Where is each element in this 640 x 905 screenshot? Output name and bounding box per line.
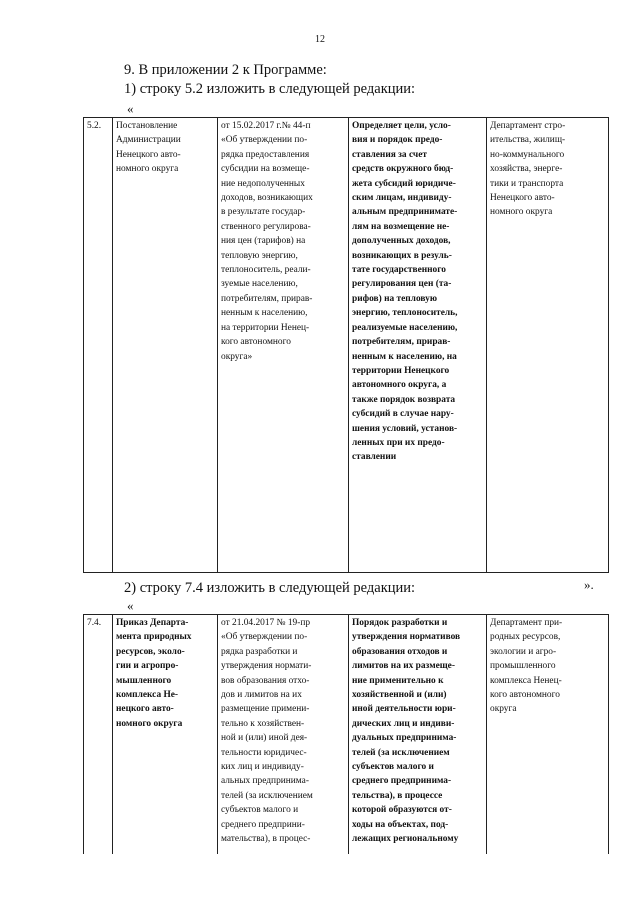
cell-text-line: родных ресурсов,	[490, 632, 561, 643]
cell-text-line: ленных при их предо-	[352, 437, 445, 448]
cell-text-line: также порядок возврата	[352, 394, 456, 405]
cell-text-line: дуальных предпринима-	[352, 733, 457, 744]
cell-text-line: энергию, теплоноситель,	[352, 308, 458, 319]
cell-text-line: Постановление	[116, 121, 178, 131]
cell-text-line: от 21.04.2017 № 19-пр	[221, 618, 311, 628]
cell-text-line: лежащих региональному	[352, 834, 459, 845]
cell-text-line: ственного регулирова-	[221, 221, 311, 232]
requisites-cell	[218, 118, 349, 573]
cell-text-line: лям на возмещение не-	[352, 221, 450, 232]
instruction-1: 1) строку 5.2 изложить в следующей редакции:	[124, 81, 416, 97]
cell-text-line: ходы на объектах, под-	[352, 819, 449, 830]
purpose-cell	[349, 118, 487, 573]
cell-text-line: Ненецкого авто-	[490, 193, 555, 204]
cell-text-line: телей (за исключением	[352, 747, 450, 758]
purpose-cell	[349, 615, 487, 855]
cell-text-line: альным предпринимате-	[352, 207, 458, 218]
row-number-cell: 7.4.	[84, 615, 113, 855]
cell-text-line: округа	[490, 704, 517, 715]
cell-text-line: дических лиц и индиви-	[352, 718, 455, 729]
cell-text-line: субъектов малого и	[352, 762, 434, 773]
cell-text-line: рифов) на тепловую	[352, 293, 437, 304]
cell-text-line: ставления за счет	[352, 149, 427, 160]
department-cell	[487, 118, 609, 573]
cell-text-line: ским лицам, индивиду-	[352, 193, 452, 204]
cell-text-line: теплоноситель, реали-	[221, 265, 311, 276]
cell-text-line: возникающих в резуль-	[352, 250, 452, 261]
cell-text-line: Департамент при-	[490, 618, 563, 628]
cell-text-line: Приказ Департа-	[116, 618, 189, 628]
cell-text-line: тате государственного	[352, 265, 446, 276]
cell-text-line: иной деятельности юри-	[352, 704, 456, 715]
cell-text-line: потребителям, прирав-	[221, 293, 313, 304]
table-row	[84, 615, 609, 855]
cell-text-line: комплекса Не-	[116, 690, 179, 701]
cell-text-line: размещение примени-	[221, 704, 310, 715]
table-row	[84, 118, 609, 573]
cell-text-line: регулирования цен (та-	[352, 279, 452, 290]
cell-text-line: зуемые населению,	[221, 279, 298, 290]
cell-text-line: но-коммунального	[490, 149, 565, 160]
cell-text-line: автономного округа, а	[352, 380, 447, 391]
cell-text-line: ких лиц и индивиду-	[221, 762, 304, 773]
cell-text-line: вов образования отхо-	[221, 675, 310, 686]
cell-text-line: дов и лимитов на их	[221, 690, 302, 701]
cell-text-line: промышленного	[490, 661, 556, 672]
cell-text-line: мательства), в процес-	[221, 834, 311, 845]
document-type-cell	[113, 118, 218, 573]
cell-text-line: ной и (или) иной дея-	[221, 733, 308, 744]
cell-text-line: субсидий в случае нару-	[352, 409, 454, 420]
cell-text-line: телей (за исключением	[221, 790, 313, 801]
cell-text-line: тепловую энергию,	[221, 250, 298, 261]
cell-text-line: мышленного	[116, 675, 172, 686]
amendment-table-7-4	[83, 614, 609, 854]
cell-text-line: среднего предприни-	[221, 819, 305, 830]
cell-text-line: комплекса Ненец-	[490, 675, 562, 686]
cell-text-line: гии и агропро-	[116, 661, 179, 672]
cell-text-line: округа»	[221, 351, 253, 362]
cell-text-line: хозяйства, энерге-	[490, 164, 563, 175]
cell-text-line: среднего предпринима-	[352, 776, 452, 787]
cell-text-line: на территории Ненец-	[221, 322, 310, 333]
cell-text-line: мента природных	[116, 632, 192, 643]
cell-text-line: «Об утверждении по-	[221, 135, 308, 146]
cell-text-line: хозяйственной и (или)	[352, 690, 447, 701]
cell-text-line: образования отходов и	[352, 646, 448, 657]
cell-text-line: жета субсидий юридиче-	[352, 178, 456, 189]
cell-text-line: ния цен (тарифов) на	[221, 236, 306, 247]
cell-text-line: субъектов малого и	[221, 805, 299, 816]
close-quote-1: ».	[584, 577, 594, 592]
row-number-cell: 5.2.	[84, 118, 113, 573]
department-cell	[487, 615, 609, 855]
cell-text-line: утверждения нормативов	[352, 632, 461, 643]
cell-text-line: тельства), в процессе	[352, 790, 443, 801]
cell-text-line: кого автономного	[221, 337, 291, 348]
cell-text-line: ительства, жилищ-	[490, 135, 566, 146]
cell-text-line: номного округа	[116, 718, 183, 729]
requisites-cell	[218, 615, 349, 855]
cell-text-line: Департамент стро-	[490, 121, 566, 131]
cell-text-line: ресурсов, эколо-	[116, 646, 185, 657]
cell-text-line: номного округа	[490, 207, 553, 218]
cell-text-line: шения условий, установ-	[352, 423, 458, 434]
cell-text-line: альных предпринима-	[221, 776, 309, 787]
cell-text-line: ние недополученных	[221, 178, 305, 189]
cell-text-line: вия и порядок предо-	[352, 135, 443, 146]
cell-text-line: ставлении	[352, 452, 397, 463]
cell-text-line: экологии и агро-	[490, 646, 557, 657]
cell-text-line: лимитов на их размеще-	[352, 661, 455, 672]
open-quote-1: «	[127, 101, 134, 116]
cell-text-line: номного округа	[116, 164, 179, 175]
cell-text-line: субсидии на возмеще-	[221, 164, 310, 175]
instruction-2: 2) строку 7.4 изложить в следующей редакции:	[124, 580, 416, 596]
cell-text-line: тики и транспорта	[490, 178, 564, 189]
cell-text-line: реализуемые населению,	[352, 322, 458, 333]
document-type-cell	[113, 615, 218, 855]
cell-text-line: средств окружного бюд-	[352, 164, 454, 175]
open-quote-2: «	[127, 598, 134, 613]
amendment-table-5-2	[83, 117, 609, 573]
cell-text-line: тельности юридичес-	[221, 747, 307, 758]
cell-text-line: утверждения нормати-	[221, 661, 312, 672]
section-heading: 9. В приложении 2 к Программе:	[124, 62, 327, 78]
cell-text-line: потребителям, прирав-	[352, 337, 451, 348]
cell-text-line: от 15.02.2017 г.№ 44-п	[221, 121, 311, 131]
cell-text-line: которой образуются от-	[352, 805, 452, 816]
cell-text-line: тельно к хозяйствен-	[221, 718, 305, 729]
cell-text-line: рядка разработки и	[221, 646, 298, 657]
cell-text-line: Администрации	[116, 135, 181, 146]
cell-text-line: нецкого авто-	[116, 704, 174, 715]
cell-text-line: в результате государ-	[221, 207, 306, 218]
cell-text-line: «Об утверждении по-	[221, 632, 308, 643]
cell-text-line: Определяет цели, усло-	[352, 121, 451, 131]
cell-text-line: рядка предоставления	[221, 149, 310, 160]
cell-text-line: ние применительно к	[352, 675, 444, 686]
cell-text-line: ненным к населению, на	[352, 351, 457, 362]
cell-text-line: территории Ненецкого	[352, 365, 450, 376]
cell-text-line: дополученных доходов,	[352, 236, 451, 247]
cell-text-line: кого автономного	[490, 690, 560, 701]
cell-text-line: Ненецкого авто-	[116, 149, 181, 160]
cell-text-line: Порядок разработки и	[352, 618, 448, 628]
cell-text-line: доходов, возникающих	[221, 193, 313, 204]
page-number: 12	[315, 34, 325, 45]
cell-text-line: ненным к населению,	[221, 308, 308, 319]
